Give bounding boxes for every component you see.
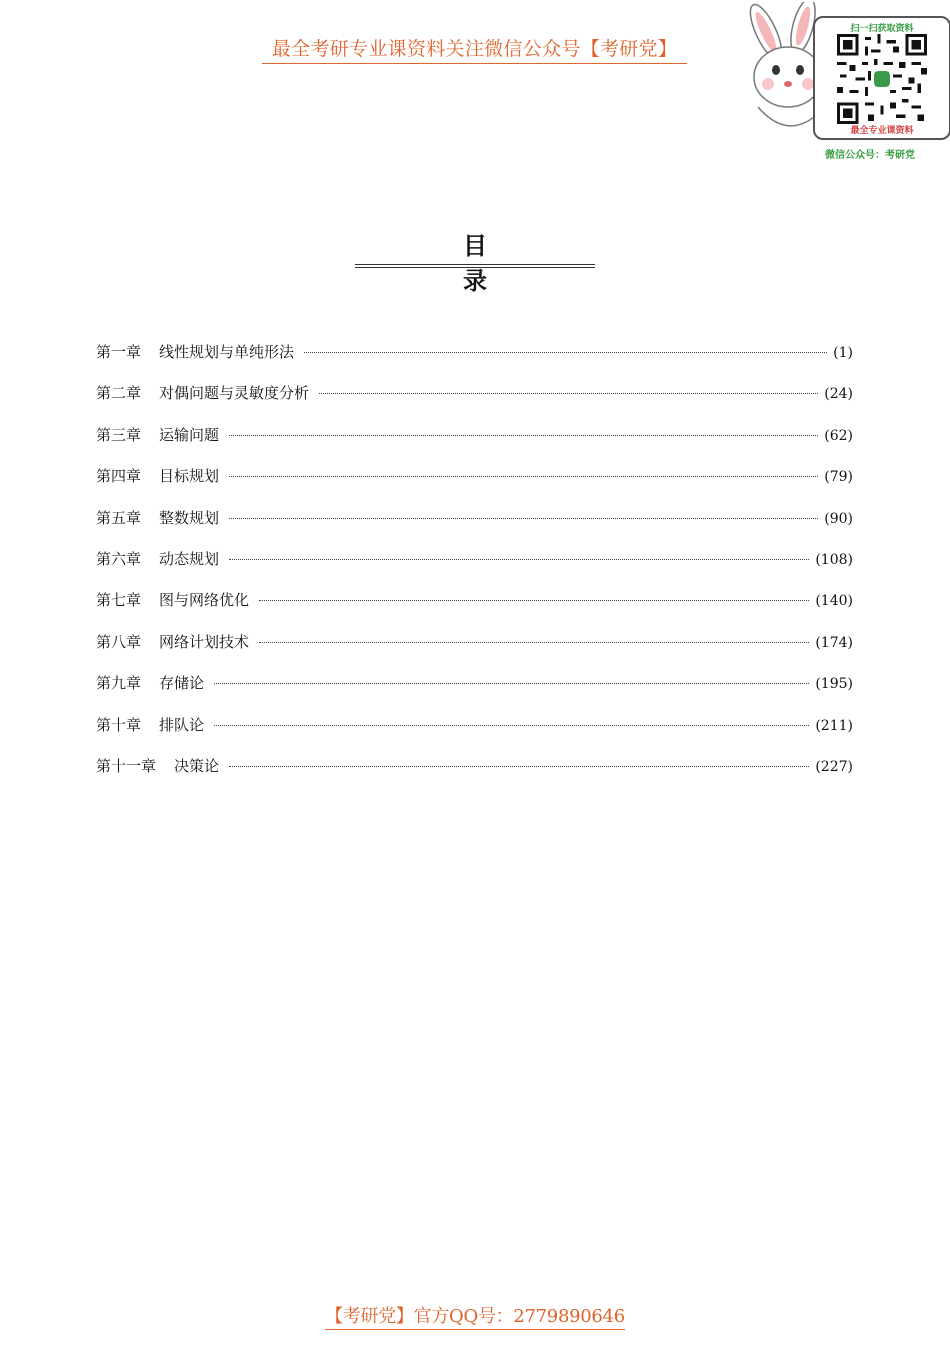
chapter-title: 整数规划 bbox=[159, 508, 220, 527]
chapter-number: 第一章 bbox=[96, 343, 142, 361]
chapter-number: 第七章 bbox=[96, 591, 142, 610]
table-of-contents bbox=[96, 341, 853, 796]
chapter-number: 第六章 bbox=[96, 549, 142, 568]
page-number: (24) bbox=[824, 386, 853, 403]
chapter-number: 第二章 bbox=[96, 384, 142, 403]
toc-entry[interactable] bbox=[96, 548, 853, 589]
chapter-number: 第五章 bbox=[96, 508, 142, 527]
toc-entry[interactable] bbox=[96, 424, 853, 465]
chapter-number: 第十一章 bbox=[96, 756, 157, 775]
page-number: (1) bbox=[833, 345, 853, 361]
title-underline bbox=[355, 264, 595, 268]
chapter-number: 第三章 bbox=[96, 425, 142, 444]
chapter-title: 目标规划 bbox=[159, 467, 220, 486]
page-number: (62) bbox=[824, 427, 853, 444]
chapter-title: 图与网络优化 bbox=[159, 591, 250, 610]
toc-entry[interactable] bbox=[96, 755, 853, 796]
page-number: (227) bbox=[815, 758, 853, 775]
page-number: (211) bbox=[815, 717, 853, 734]
dot-leader bbox=[259, 600, 809, 601]
dot-leader bbox=[214, 683, 809, 684]
page-number: (174) bbox=[815, 634, 853, 651]
dot-leader bbox=[214, 725, 809, 726]
toc-entry[interactable] bbox=[96, 507, 853, 548]
chapter-number: 第九章 bbox=[96, 674, 142, 693]
toc-entry[interactable] bbox=[96, 589, 853, 630]
dot-leader bbox=[229, 559, 809, 560]
dot-leader bbox=[319, 393, 818, 394]
dot-leader bbox=[229, 766, 809, 767]
toc-title: 目录 bbox=[463, 232, 567, 295]
toc-entry[interactable] bbox=[96, 672, 853, 713]
promo-panel bbox=[720, 0, 950, 170]
chapter-number: 第十章 bbox=[96, 715, 142, 734]
qr-code-card[interactable] bbox=[813, 16, 950, 140]
chapter-title: 动态规划 bbox=[159, 549, 220, 568]
chapter-title: 线性规划与单纯形法 bbox=[159, 343, 295, 361]
page-number: (79) bbox=[824, 469, 853, 486]
footer-contact[interactable]: 【考研党】官方QQ号：2779890646 bbox=[325, 1302, 625, 1330]
toc-entry[interactable] bbox=[96, 382, 853, 423]
dot-leader bbox=[229, 518, 818, 519]
chapter-title: 存储论 bbox=[159, 674, 205, 693]
qr-bottom-label: 最全专业课资料 bbox=[850, 126, 914, 136]
toc-entry[interactable] bbox=[96, 714, 853, 755]
chapter-title: 对偶问题与灵敏度分析 bbox=[159, 384, 310, 403]
chapter-title: 运输问题 bbox=[159, 425, 220, 444]
page-number: (140) bbox=[815, 593, 853, 610]
chapter-number: 第四章 bbox=[96, 467, 142, 486]
chapter-title: 决策论 bbox=[174, 756, 220, 775]
qr-code-icon bbox=[837, 34, 927, 124]
dot-leader bbox=[229, 476, 818, 477]
chapter-title: 网络计划技术 bbox=[159, 632, 250, 651]
page-number: (195) bbox=[815, 676, 853, 693]
qr-top-label: 扫一扫获取资料 bbox=[850, 24, 914, 34]
chapter-title: 排队论 bbox=[159, 715, 205, 734]
toc-entry[interactable] bbox=[96, 341, 853, 382]
toc-entry[interactable] bbox=[96, 465, 853, 506]
chapter-number: 第八章 bbox=[96, 632, 142, 651]
dot-leader bbox=[259, 642, 809, 643]
toc-entry[interactable] bbox=[96, 631, 853, 672]
dot-leader bbox=[229, 435, 818, 436]
page-number: (90) bbox=[824, 510, 853, 527]
dot-leader bbox=[304, 352, 827, 353]
promo-caption: 微信公众号：考研党 bbox=[825, 150, 915, 161]
top-banner[interactable]: 最全考研专业课资料关注微信公众号【考研党】 bbox=[262, 34, 687, 64]
page-number: (108) bbox=[815, 551, 853, 568]
